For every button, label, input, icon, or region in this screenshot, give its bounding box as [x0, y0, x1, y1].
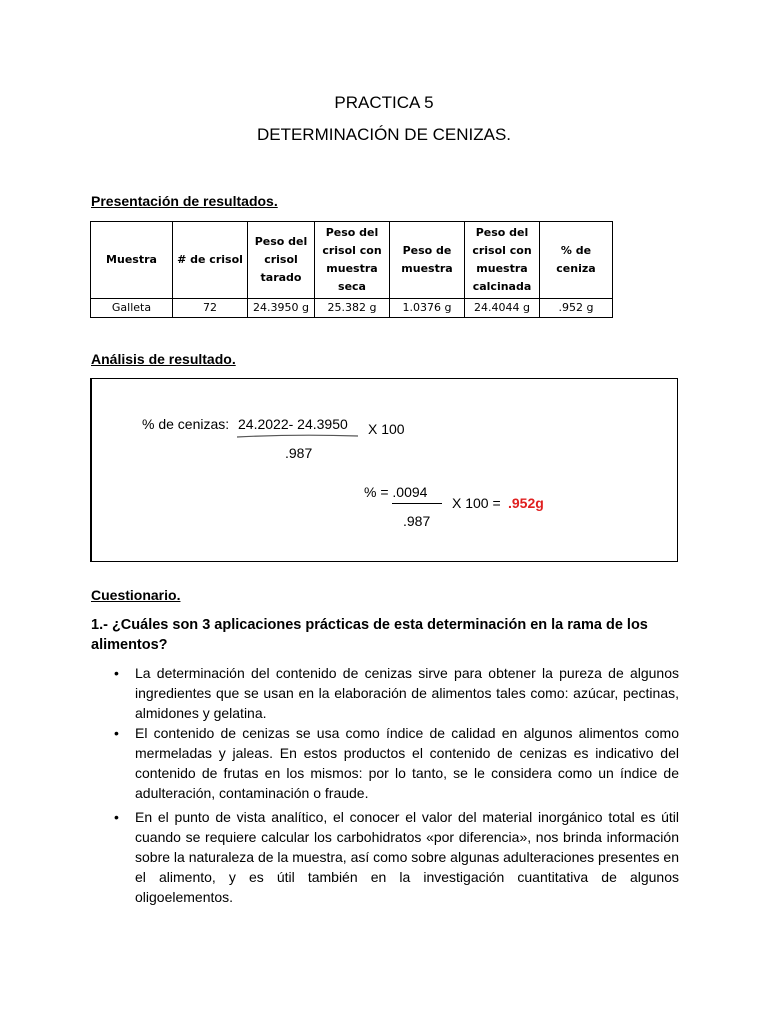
col-header-peso-seca-text: Peso del crisol con muestra seca — [322, 226, 382, 293]
col-header-peso-calcinada — [465, 222, 540, 299]
list-item — [91, 663, 679, 723]
answer-text: El contenido de cenizas se usa como índice de calidad en algunos alimentos como mermeladas y jaleas. En estos productos el contenido de cenizas es indicativo del contenido de frutas en los mismos: por lo tanto, se le considera como un índice de adulteración, contaminación o fraude. — [135, 725, 679, 801]
fraction-line-2 — [392, 503, 442, 504]
col-header-peso-tarado-text: Peso del crisol tarado — [254, 235, 308, 284]
page-title: PRACTICA 5 — [334, 93, 434, 112]
calc-result: .952g — [508, 495, 544, 511]
table-header-row — [91, 222, 613, 299]
col-header-ceniza: % de ceniza — [540, 222, 613, 299]
fraction-line — [236, 433, 360, 439]
cell-crisol: 72 — [173, 299, 248, 318]
cell-ceniza: .952 g — [540, 299, 613, 318]
calc-pct-numerator: % = .0094 — [364, 484, 428, 500]
page-subtitle: DETERMINACIÓN DE CENIZAS. — [256, 125, 512, 144]
bullet-icon: • — [114, 725, 119, 741]
table-row — [91, 299, 613, 318]
analysis-heading: Análisis de resultado. — [91, 351, 236, 367]
calculation-box — [90, 378, 678, 562]
cell-muestra: Galleta — [91, 299, 173, 318]
cell-peso-calcinada: 24.4044 g — [465, 299, 540, 318]
cell-peso-seca: 25.382 g — [315, 299, 390, 318]
calc-times: X 100 — [368, 421, 405, 437]
calc-denominator: .987 — [285, 445, 313, 461]
answer-text: En el punto de vista analítico, el conocer el valor del material inorgánico total es útil cuando se requiere calcular los carbohidratos «por diferencia», nos brinda información sobre la naturaleza de la muestra, así como sobre algunas adulteraciones presentes en el alimento, y es útil también en la investigación cuantitativa de algunos oligoelementos. — [135, 809, 679, 905]
list-item — [91, 723, 679, 803]
col-header-peso-calcinada-text: Peso del crisol con muestra calcinada — [472, 226, 532, 293]
bullet-icon: • — [114, 665, 119, 681]
col-header-peso-muestra — [390, 222, 465, 299]
col-header-muestra: Muestra — [91, 222, 173, 299]
cell-peso-tarado: 24.3950 g — [248, 299, 315, 318]
col-header-peso-tarado — [248, 222, 315, 299]
col-header-peso-muestra-text: Peso de muestra — [401, 244, 453, 275]
bullet-icon: • — [114, 809, 119, 825]
results-table — [90, 221, 613, 318]
answer-text: La determinación del contenido de cenizas sirve para obtener la pureza de algunos ingredientes que se usan en la elaboración de alimentos tales como: azúcar, pectinas, almidones y gelatina. — [135, 665, 679, 721]
questionnaire-heading: Cuestionario. — [91, 587, 181, 603]
calc-label: % de cenizas: — [142, 416, 230, 432]
calc-numerator: 24.2022- 24.3950 — [238, 416, 348, 432]
answer-list — [91, 663, 679, 907]
calc-times2: X 100 = — [452, 495, 501, 511]
col-header-crisol: # de crisol — [173, 222, 248, 299]
question-1: 1.- ¿Cuáles son 3 aplicaciones prácticas de esta determinación en la rama de los alimentos? — [91, 617, 648, 653]
cell-peso-muestra: 1.0376 g — [390, 299, 465, 318]
results-heading: Presentación de resultados. — [91, 193, 278, 209]
col-header-peso-seca — [315, 222, 390, 299]
calc-denominator2: .987 — [403, 513, 431, 529]
list-item — [91, 807, 679, 907]
